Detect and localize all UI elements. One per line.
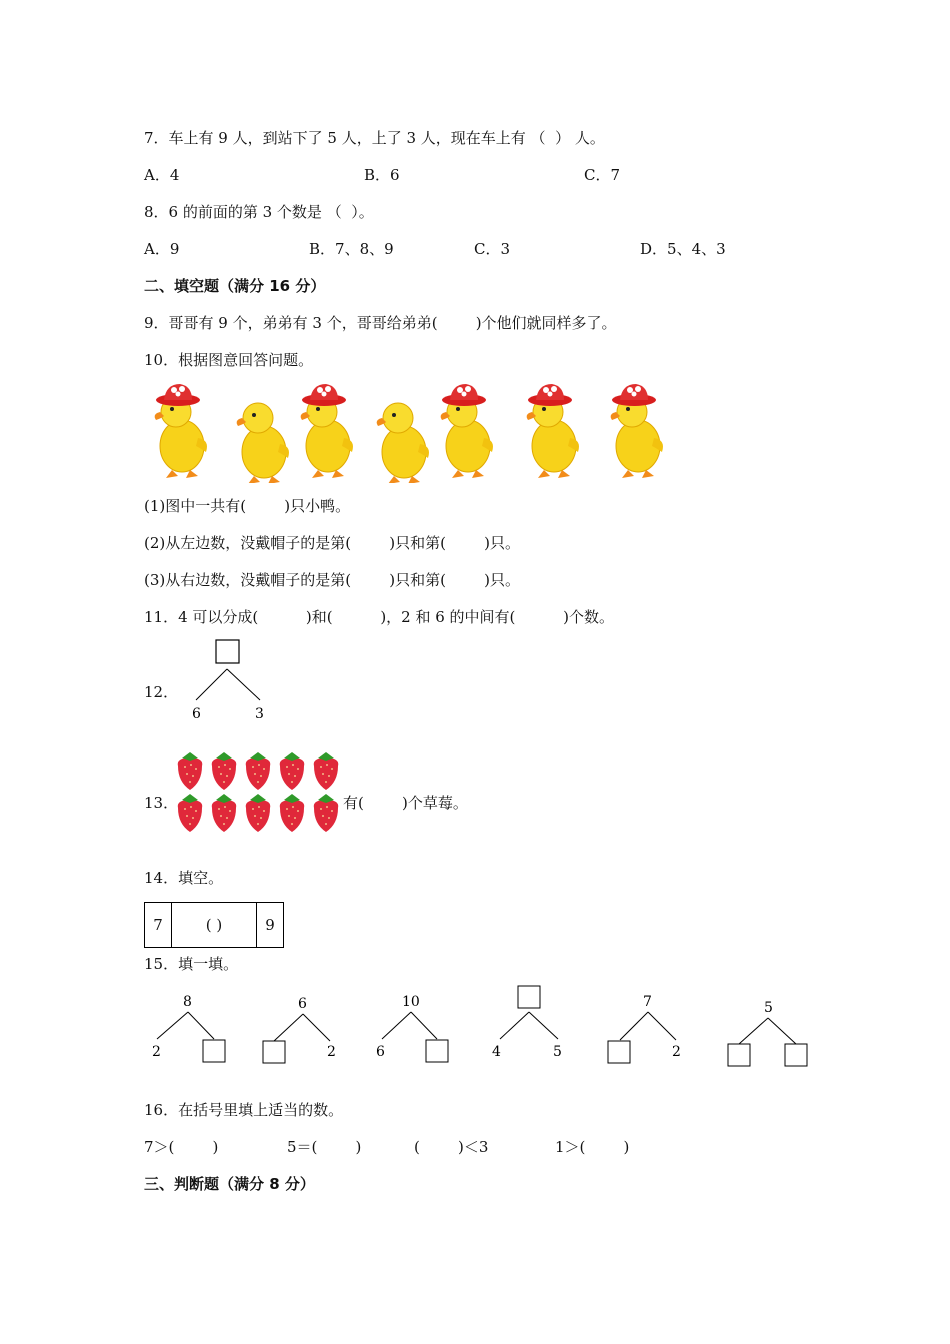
q15-tree-2-left-box[interactable] — [263, 1041, 285, 1063]
q15-tree-1-right-box[interactable] — [203, 1040, 225, 1062]
q15-tree-3-top: 10 — [402, 994, 420, 1010]
q15-tree-1-top: 8 — [183, 994, 192, 1010]
q14-text: 14．填空。 — [144, 869, 224, 887]
q15-tree-5-left-box[interactable] — [608, 1041, 630, 1063]
q15-tree-4-right: 5 — [553, 1044, 562, 1060]
q15-tree-4 — [492, 986, 562, 1060]
q14-cell-blank[interactable]: ( ) — [172, 903, 257, 948]
q14-cell-left: 7 — [145, 903, 172, 948]
q15-tree-3-left: 6 — [376, 1044, 385, 1060]
strawberry — [314, 752, 339, 790]
q15-tree-6-left-box[interactable] — [728, 1044, 750, 1066]
q15-tree-1-left: 2 — [152, 1044, 161, 1060]
q15-tree-6-right-box[interactable] — [785, 1044, 807, 1066]
q15-number-bonds — [140, 984, 820, 1074]
q15-tree-5-top: 7 — [643, 994, 652, 1010]
q16-text: 16．在括号里填上适当的数。 — [144, 1101, 344, 1119]
duck-3 — [301, 384, 353, 478]
q12-number-bond — [182, 638, 272, 724]
q15-tree-5-right: 2 — [672, 1044, 681, 1060]
q8-option-d: D．5、4、3 — [640, 240, 726, 258]
q10-sub2: (2)从左边数，没戴帽子的是第( )只和第( )只。 — [144, 534, 520, 552]
q7-text: 7．车上有 9 人，到站下了 5 人，上了 3 人，现在车上有 （ ） 人。 — [144, 129, 605, 147]
section-3-title: 三、判断题（满分 8 分） — [144, 1175, 315, 1193]
q15-tree-1 — [152, 994, 225, 1062]
q9-text: 9．哥哥有 9 个，弟弟有 3 个，哥哥给弟弟( )个他们就同样多了。 — [144, 314, 617, 332]
strawberry — [246, 794, 271, 832]
q10-sub3: (3)从右边数，没戴帽子的是第( )只和第( )只。 — [144, 571, 520, 589]
q12-top-box[interactable] — [216, 640, 239, 663]
q10-sub1: (1)图中一共有( )只小鸭。 — [144, 497, 351, 515]
q11-text: 11．4 可以分成( )和( )，2 和 6 的中间有( )个数。 — [144, 608, 614, 626]
q15-tree-4-top-box[interactable] — [518, 986, 540, 1008]
q12-left-number: 6 — [192, 706, 201, 722]
q15-tree-6-top: 5 — [764, 1000, 773, 1016]
duck-1 — [155, 384, 207, 478]
q14-cell-right: 9 — [257, 903, 284, 948]
q15-tree-2 — [263, 996, 336, 1063]
q15-tree-5 — [608, 994, 681, 1063]
strawberry — [246, 752, 271, 790]
q15-tree-4-left: 4 — [492, 1044, 501, 1060]
strawberries-illustration — [174, 750, 344, 836]
strawberry — [314, 794, 339, 832]
q12-label: 12． — [144, 683, 179, 701]
q15-tree-2-top: 6 — [298, 996, 307, 1012]
q15-tree-6 — [728, 1000, 807, 1066]
q15-tree-3 — [376, 994, 448, 1062]
duck-4 — [377, 403, 429, 483]
q10-text: 10．根据图意回答问题。 — [144, 351, 314, 369]
q15-tree-2-right: 2 — [327, 1044, 336, 1060]
strawberry — [212, 752, 237, 790]
q8-option-a: A．9 — [144, 240, 180, 258]
duck-6 — [527, 384, 579, 478]
ducks-illustration — [150, 378, 680, 483]
strawberry — [280, 752, 305, 790]
duck-7 — [611, 384, 663, 478]
q16-item-4: 1＞( ) — [555, 1138, 630, 1156]
q12-right-number: 3 — [255, 706, 264, 722]
q13-text: 有( )个草莓。 — [343, 794, 468, 812]
q14-number-row — [144, 902, 284, 948]
q8-option-c: C．3 — [474, 240, 511, 258]
q7-option-b: B．6 — [364, 166, 400, 184]
q15-tree-3-right-box[interactable] — [426, 1040, 448, 1062]
strawberry — [178, 752, 203, 790]
strawberry — [212, 794, 237, 832]
section-2-title: 二、填空题（满分 16 分） — [144, 277, 326, 295]
q8-option-b: B．7、8、9 — [309, 240, 394, 258]
strawberry — [280, 794, 305, 832]
duck-5 — [441, 384, 493, 478]
q16-item-2: 5＝( ) — [287, 1138, 362, 1156]
q7-option-c: C．7 — [584, 166, 621, 184]
strawberry — [178, 794, 203, 832]
duck-2 — [237, 403, 289, 483]
q8-text: 8．6 的前面的第 3 个数是 （ ）。 — [144, 203, 374, 221]
q7-option-a: A．4 — [144, 166, 180, 184]
q16-item-3: ( )＜3 — [414, 1138, 489, 1156]
q16-item-1: 7＞( ) — [144, 1138, 219, 1156]
q15-text: 15．填一填。 — [144, 955, 239, 973]
q13-label: 13． — [144, 794, 179, 812]
